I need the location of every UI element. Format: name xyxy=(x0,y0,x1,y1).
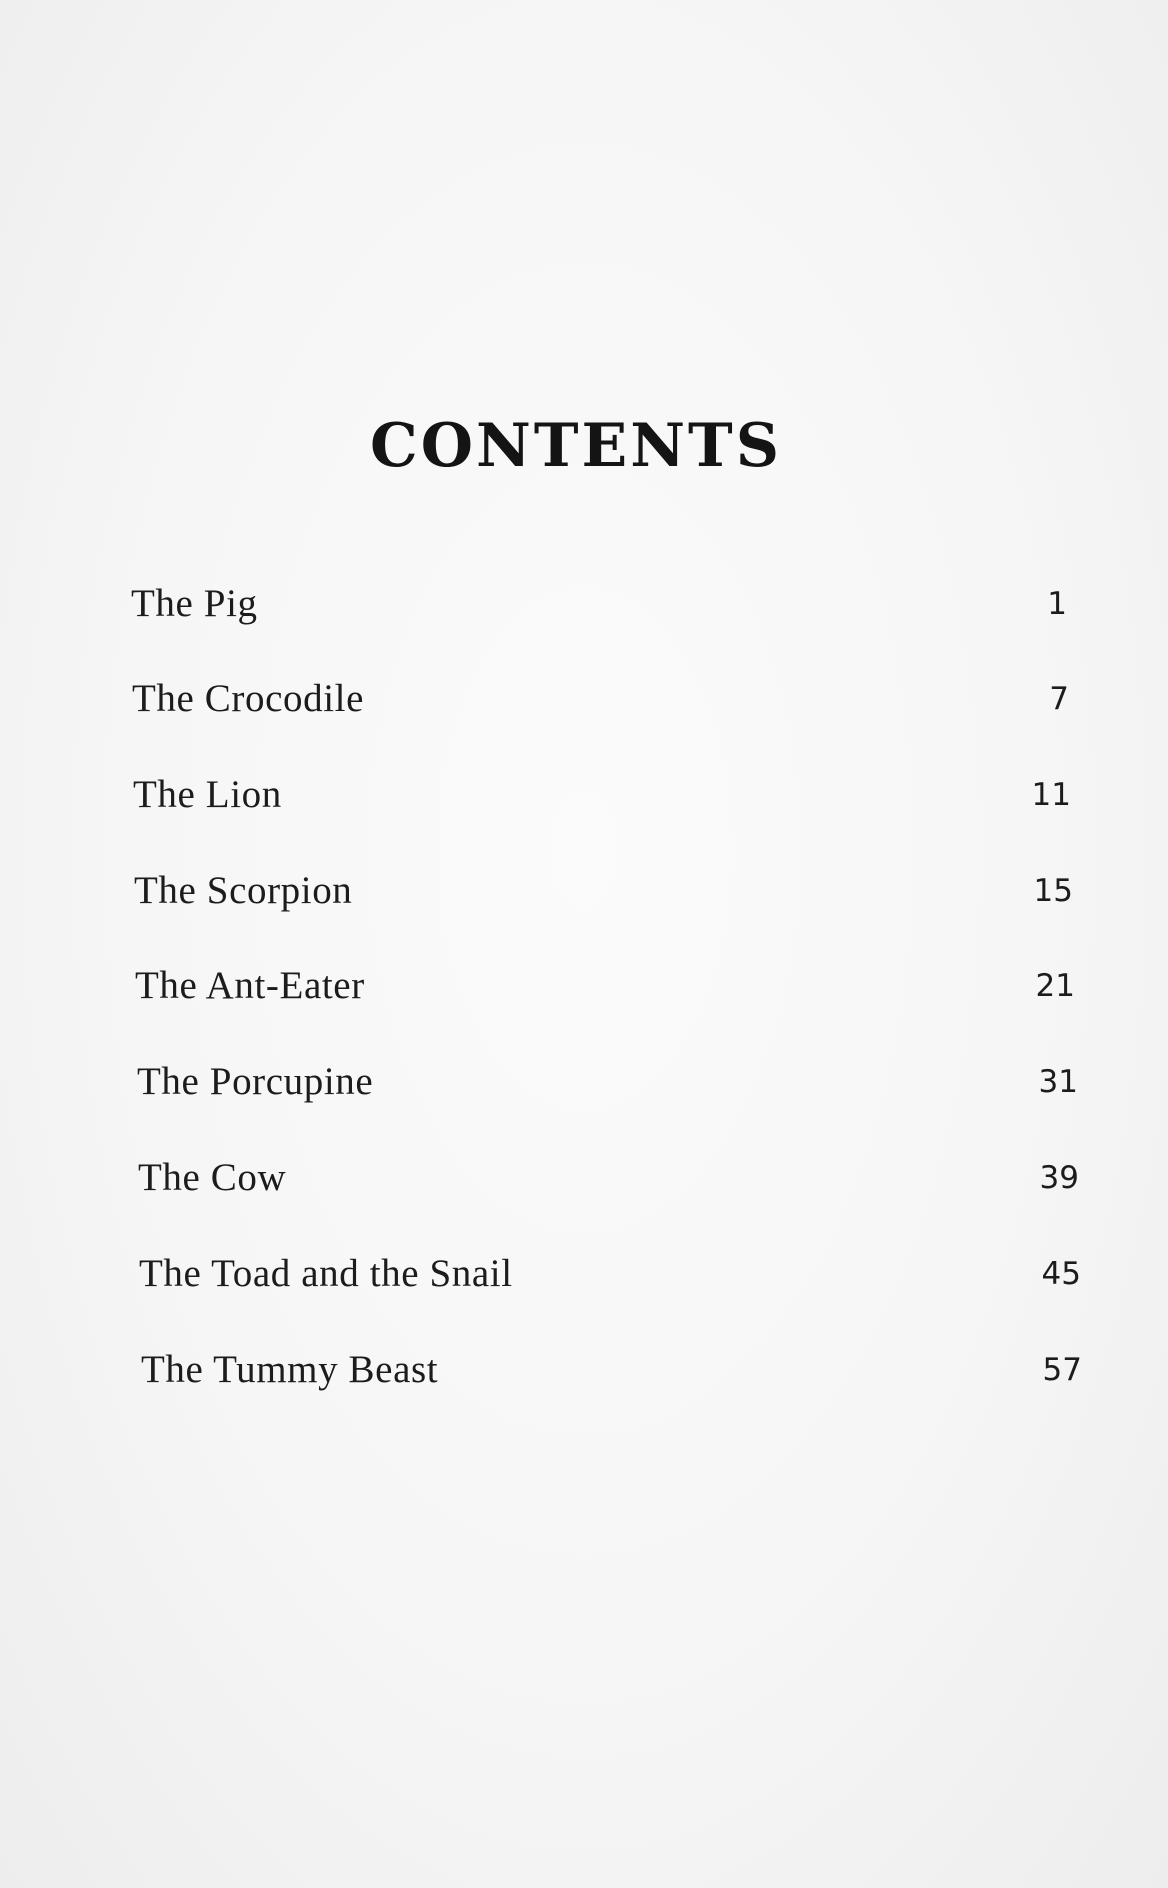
toc-entry-title: The Scorpion xyxy=(134,869,353,912)
toc-entry-page: 21 xyxy=(1035,968,1075,1004)
page-title: CONTENTS xyxy=(369,411,783,481)
toc-entry-page: 15 xyxy=(1033,873,1073,909)
toc-entry-title: The Ant-Eater xyxy=(135,964,365,1007)
toc-entry-title: The Toad and the Snail xyxy=(139,1252,513,1295)
toc-entry-page: 57 xyxy=(1042,1352,1082,1388)
toc-entry-page: 11 xyxy=(1031,777,1071,813)
toc-entry-title: The Cow xyxy=(138,1156,287,1199)
toc-entry-page: 7 xyxy=(1049,681,1069,717)
toc-entry-title: The Lion xyxy=(133,773,282,816)
toc-entry-title: The Crocodile xyxy=(132,677,364,720)
toc-entry-page: 31 xyxy=(1038,1064,1078,1100)
toc-entry-page: 39 xyxy=(1039,1160,1079,1196)
toc-entry-title: The Tummy Beast xyxy=(141,1348,439,1391)
toc-entry-page: 1 xyxy=(1047,586,1067,622)
toc-entry-title: The Porcupine xyxy=(137,1060,374,1103)
toc-entry-title: The Pig xyxy=(131,582,258,625)
toc-entry-page: 45 xyxy=(1041,1256,1081,1292)
